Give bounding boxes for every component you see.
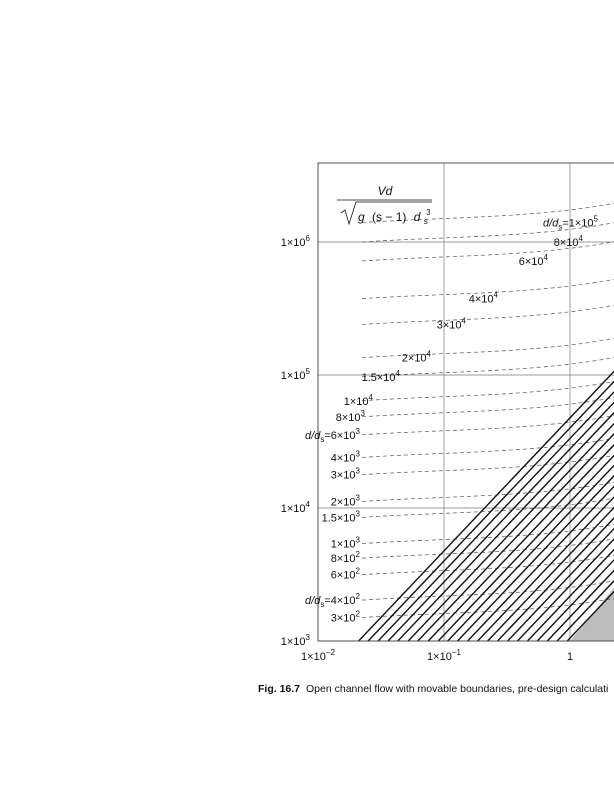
dashed-curve	[362, 395, 614, 417]
y-tick-label: $1\times 10^6$	[280, 234, 310, 249]
y-tick-label: $1\times 10^4$	[280, 500, 310, 515]
curve-label: $d/d_s=4\times 10^2$	[305, 592, 360, 610]
y-axis-title	[337, 184, 432, 227]
curve-label: $8\times 10^4$	[553, 234, 583, 249]
curve-label: $d/d_s=6\times 10^3$	[305, 426, 360, 444]
curve-label: $8\times 10^2$	[330, 550, 360, 566]
curve-label: $3\times 10^4$	[436, 316, 466, 332]
curve-label: $3\times 10^3$	[330, 466, 360, 482]
curve-label: $1\times 10^3$	[330, 535, 360, 551]
x-tick-label: $1\times 10^{-1}$	[427, 648, 461, 663]
caption-text: Open channel flow with movable boundaries, pre-design calculati	[306, 683, 609, 695]
solid-line	[359, 353, 614, 641]
x-tick-label: $1\times 10^{-2}$	[301, 648, 335, 663]
dashed-curve	[362, 302, 614, 324]
dashed-curve	[362, 379, 614, 401]
curve-label: $2\times 10^3$	[330, 493, 360, 509]
dashed-curve	[362, 336, 614, 358]
y-title-g: g	[358, 210, 365, 224]
x-tick-label: 1	[566, 651, 574, 663]
curve-label: $6\times 10^2$	[330, 566, 360, 582]
y-tick-label: $1\times 10^3$	[280, 633, 310, 648]
y-title-sub: s	[423, 217, 428, 226]
y-title-sup: 3	[426, 208, 431, 217]
curve-label: $8\times 10^3$	[335, 408, 365, 424]
curve-label: $4\times 10^4$	[468, 290, 498, 306]
figure-number: Fig. 16.7	[258, 683, 301, 695]
solid-line	[388, 353, 614, 641]
y-title-d: d	[413, 210, 421, 224]
solid-lines	[359, 353, 614, 641]
curve-label: $1\times 10^4$	[343, 392, 373, 408]
curve-label: $3\times 10^2$	[330, 609, 360, 625]
y-tick-label: $1\times 10^5$	[280, 367, 310, 382]
dashed-curve	[362, 435, 614, 457]
solid-line	[398, 353, 614, 641]
curve-label: $1.5\times 10^3$	[321, 509, 360, 525]
y-title-numerator: Vd	[377, 184, 393, 198]
curve-label: $1.5\times 10^4$	[361, 368, 400, 384]
curve-label: $6\times 10^4$	[518, 252, 548, 268]
solid-line	[528, 353, 614, 641]
figure-caption	[258, 683, 614, 695]
curve-label: $2\times 10^4$	[401, 349, 431, 365]
curve-label: $4\times 10^3$	[330, 449, 360, 465]
y-title-factor: (s − 1)	[372, 210, 407, 224]
dashed-curve	[362, 479, 614, 501]
svg-text:g (s − 1) d	[358, 208, 431, 227]
curve-label: $d/d_s=1\times 10^5$	[543, 214, 598, 232]
dashed-curves	[362, 201, 614, 618]
solid-line	[488, 353, 614, 641]
